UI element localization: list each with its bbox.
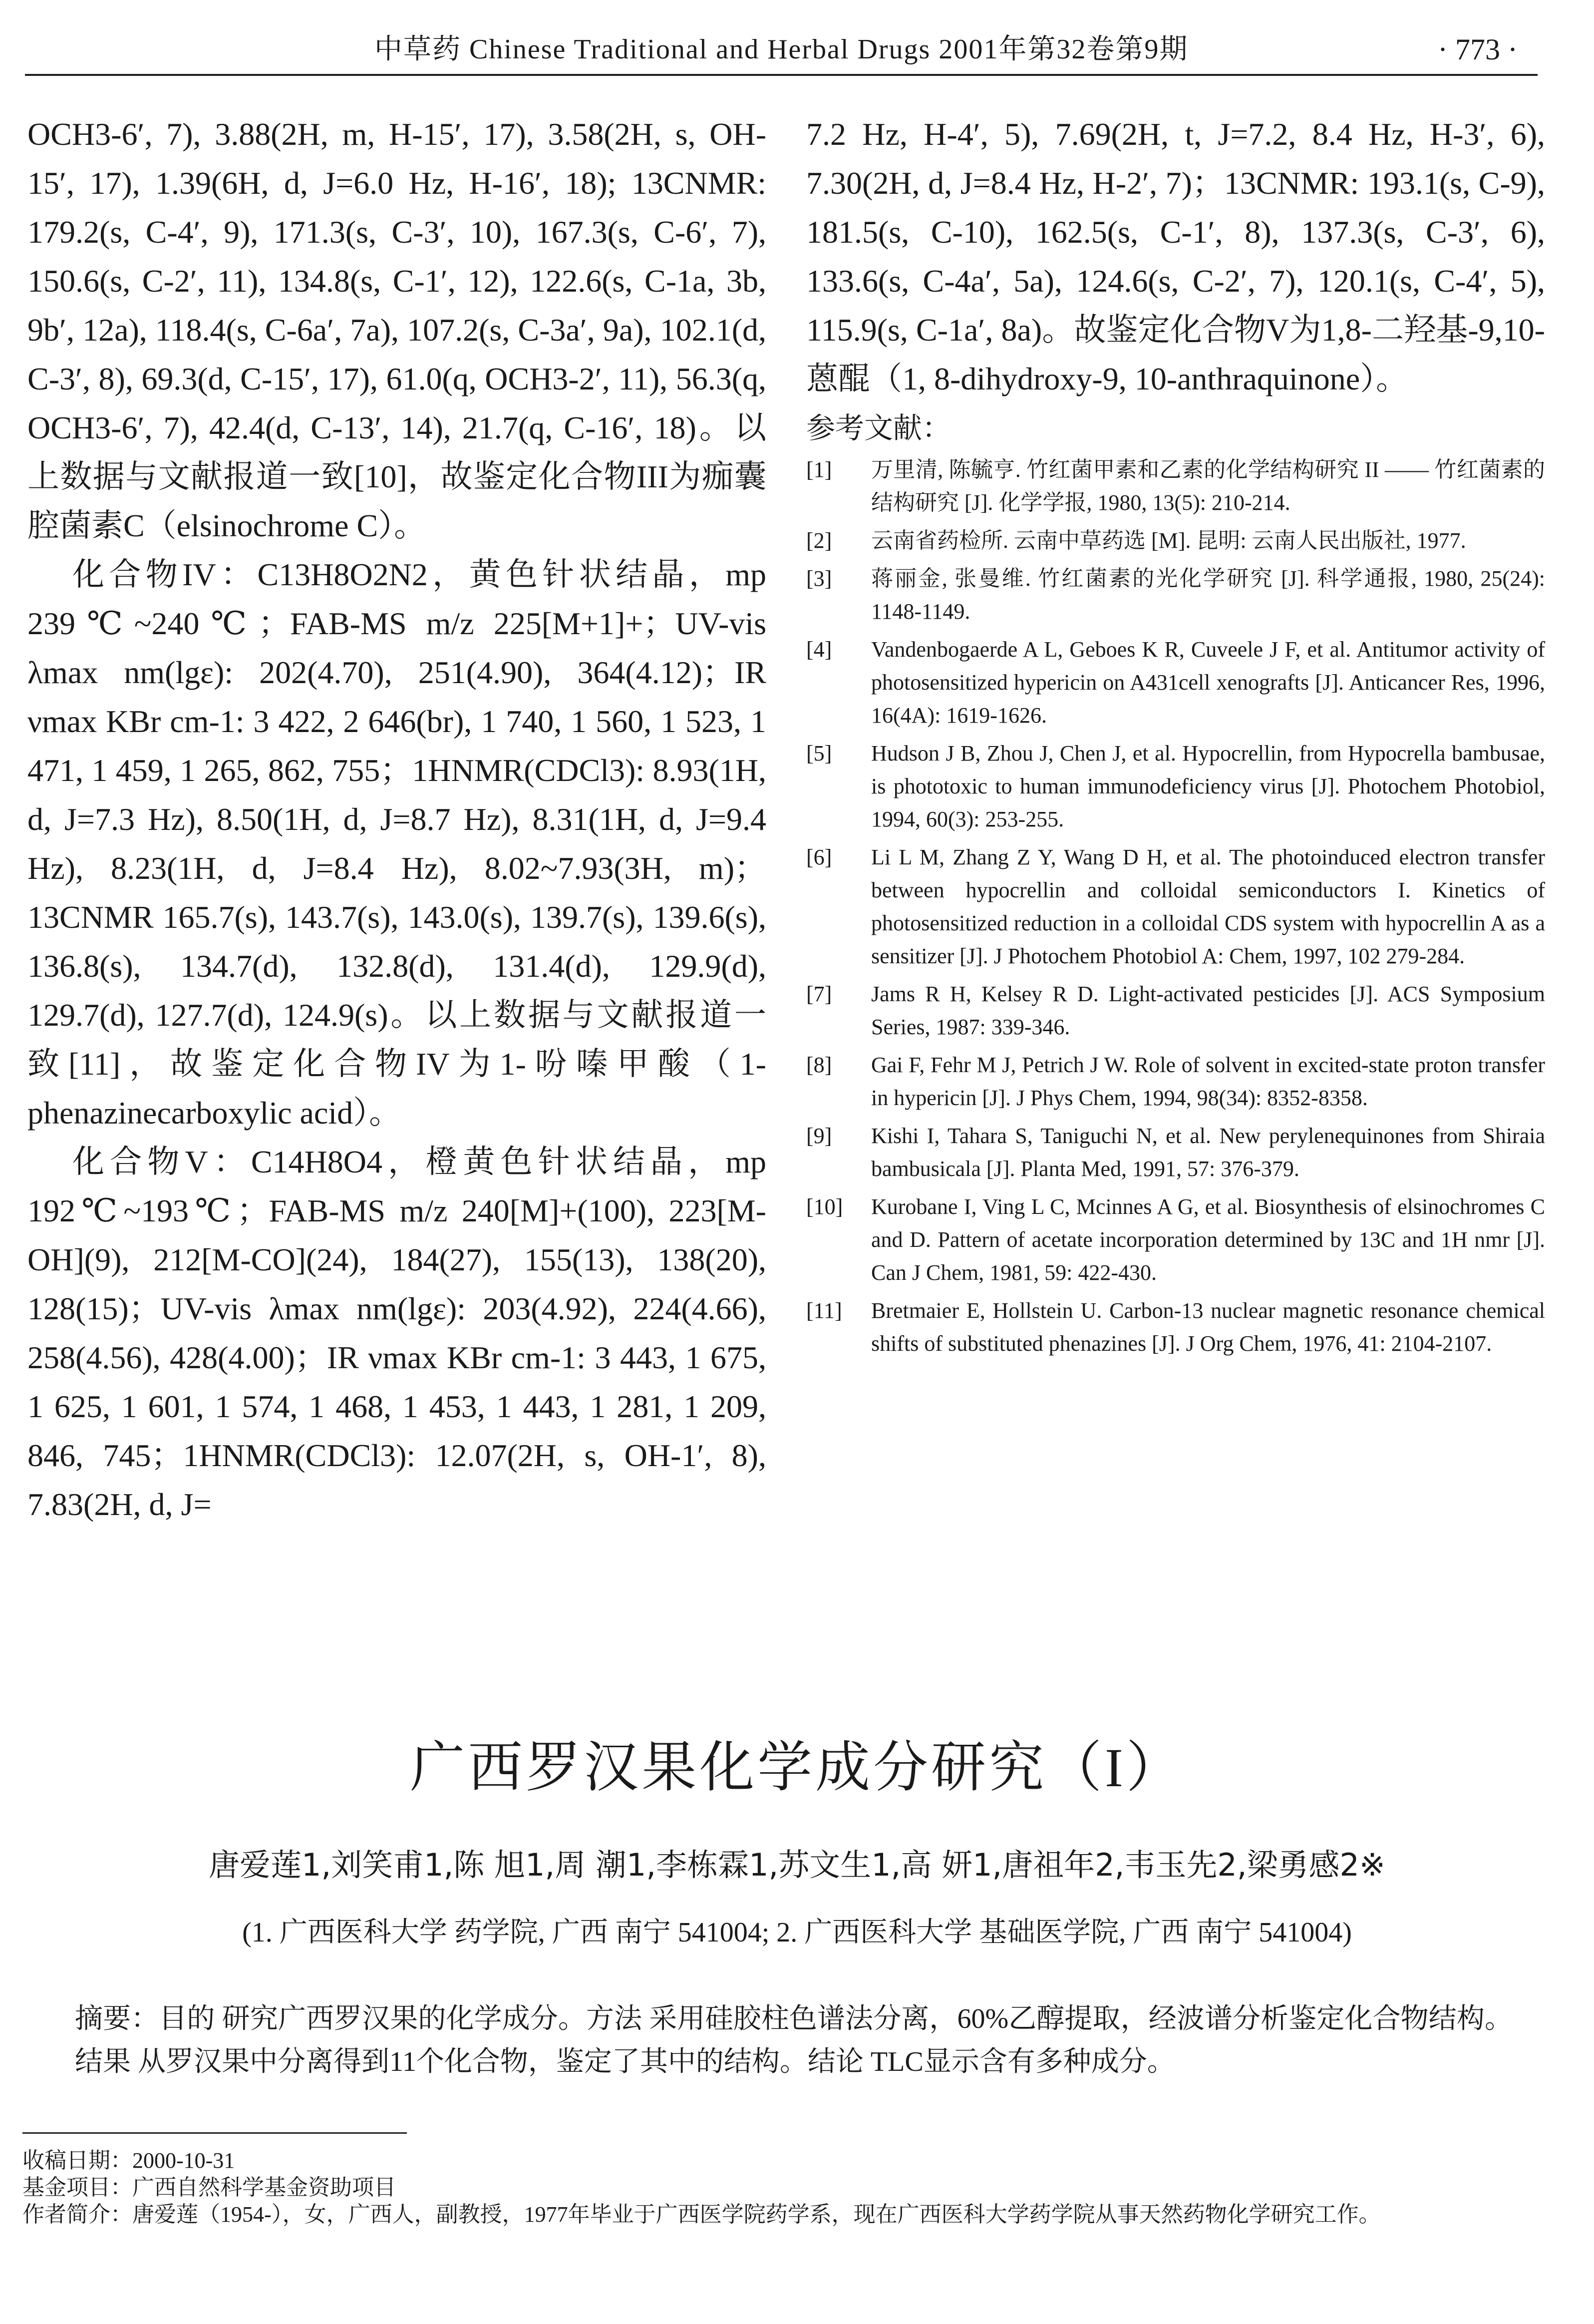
reference-text: 云南省药检所. 云南中草药选 [M]. 昆明: 云南人民出版社, 1977. [871,528,1466,553]
page-number: · 773 · [1438,33,1518,66]
reference-item [806,1190,1545,1289]
reference-number: [1] [806,457,832,482]
author-bio: 作者简介：唐爱莲（1954-），女，广西人，副教授，1977年毕业于广西医学院药学系，现在广西医科大学药学院从事天然药物化学研究工作。 [22,2202,1381,2227]
reference-number: [9] [806,1124,832,1148]
body-paragraph: 化合物V：C14H8O4，橙黄色针状结晶，mp 192℃~193℃；FAB-MS m/z 240[M]+(100), 223[M-OH](9), 212[M-CO](24), 184(27), 155(13), 138(20), 128(15)；UV-vis λmax nm(lgε): 203(4.92), 224(4.66), 258(4.56), 428(4.00)；IR νmax KBr cm-1: 3 443, 1 675, 1 625, 1 601, 1 574, 1 468, 1 453, 1 443, 1 281, 1 209, 846, 745；1HNMR(CDCl3): 12.07(2H, s, OH-1′, 8), 7.83(2H, d, J= [27,1144,766,1522]
footnote [22,2147,1550,2228]
reference-item [806,562,1545,628]
reference-item [806,841,1545,973]
reference-number: [2] [806,528,832,553]
reference-number: [3] [806,566,832,591]
body-paragraph: OCH3-6′, 7), 3.88(2H, m, H-15′, 17), 3.58(2H, s, OH-15′, 17), 1.39(6H, d, J=6.0 Hz, H-16′, 18); 13CNMR: 179.2(s, C-4′, 9), 171.3(s, C-3′, 10), 167.3(s, C-6′, 7), 150.6(s, C-2′, 11), 134.8(s, C-1′, 12), 122.6(s, C-1a, 3b, 9b′, 12a), 118.4(s, C-6a′, 7a), 107.2(s, C-3a′, 9a), 102.1(d, C-3′, 8), 69.3(d, C-15′, 17), 61.0(q, OCH3-2′, 11), 56.3(q, OCH3-6′, 7), 42.4(d, C-13′, 14), 21.7(q, C-16′, 18)。以上数据与文献报道一致[10]，故鉴定化合物III为痂囊腔菌素C（elsinochrome C）。 [27,116,766,543]
body-paragraph: 7.2 Hz, H-4′, 5), 7.69(2H, t, J=7.2, 8.4 Hz, H-3′, 6), 7.30(2H, d, J=8.4 Hz, H-2′, 7)；13CNMR: 193.1(s, C-9), 181.5(s, C-10), 162.5(s, C-1′, 8), 137.3(s, C-3′, 6), 133.6(s, C-4a′, 5a), 124.6(s, C-2′, 7), 120.1(s, C-4′, 5), 115.9(s, C-1a′, 8a)。故鉴定化合物V为1,8-二羟基-9,10-蒽醌（1, 8-dihydroxy-9, 10-anthraquinone）。 [806,116,1545,396]
author-list: 唐爱莲1,刘笑甫1,陈 旭1,周 潮1,李栋霖1,苏文生1,高 妍1,唐祖年2,韦玉先2,梁勇感2※ [209,1847,1385,1883]
reference-number: [6] [806,845,832,869]
body-paragraph: 化合物IV：C13H8O2N2，黄色针状结晶，mp 239℃~240℃；FAB-MS m/z 225[M+1]+；UV-vis λmax nm(lgε): 202(4.70), 251(4.90), 364(4.12)；IR νmax KBr cm-1: 3 422, 2 646(br), 1 740, 1 560, 1 523, 1 471, 1 459, 1 265, 862, 755；1HNMR(CDCl3): 8.93(1H, d, J=7.3 Hz), 8.50(1H, d, J=8.7 Hz), 8.31(1H, d, J=9.4 Hz), 8.23(1H, d, J=8.4 Hz), 8.02~7.93(3H, m)；13CNMR 165.7(s), 143.7(s), 143.0(s), 139.7(s), 139.6(s), 136.8(s), 134.7(d), 132.8(d), 131.4(d), 129.9(d), 129.7(d), 127.7(d), 124.9(s)。以上数据与文献报道一致[11]，故鉴定化合物IV为1-吩嗪甲酸（1-phenazinecarboxylic acid）。 [27,557,766,1131]
reference-item [806,737,1545,836]
reference-text: Bretmaier E, Hollstein U. Carbon-13 nuclear magnetic resonance chemical shifts of substituted phenazines [J]. J Org Chem, 1976, 41: 2104-2107. [871,1298,1545,1356]
reference-text: Vandenbogaerde A L, Geboes K R, Cuveele J F, et al. Antitumor activity of photosensitized hypericin on A431cell xenografts [J]. Anticancer Res, 1996, 16(4A): 1619-1626. [871,637,1545,728]
left-column [27,110,766,1529]
reference-item [806,453,1545,519]
reference-item [806,524,1545,557]
references-heading: 参考文献： [806,412,952,444]
reference-item [806,633,1545,732]
reference-number: [10] [806,1194,843,1219]
reference-text: Gai F, Fehr M J, Petrich J W. Role of solvent in excited-state proton transfer in hypericin [J]. J Phys Chem, 1994, 98(34): 8352-8358. [871,1053,1545,1110]
journal-title: 中草药 Chinese Traditional and Herbal Drugs 2001年第32卷第9期 [374,34,1189,65]
reference-number: [11] [806,1298,842,1323]
article-title: 广西罗汉果化学成分研究（I） [410,1737,1184,1798]
reference-text: Li L M, Zhang Z Y, Wang D H, et al. The photoinduced electron transfer between hypocrellin and colloidal semiconductors I. Kinetics of photosensitized reduction in a colloidal CDS system with hypocrellin A as a sensitizer [J]. J Photochem Photobiol A: Chem, 1997, 102 279-284. [871,845,1545,968]
running-header [25,25,1538,76]
reference-text: Hudson J B, Zhou J, Chen J, et al. Hypocrellin, from Hypocrella bambusae, is phototoxic to human immunodeficiency virus [J]. Photochem Photobiol, 1994, 60(3): 253-255. [871,741,1545,831]
reference-number: [4] [806,637,832,662]
reference-text: 万里清, 陈毓亨. 竹红菌甲素和乙素的化学结构研究 II —— 竹红菌素的结构研究 [J]. 化学学报, 1980, 13(5): 210-214. [871,457,1545,515]
reference-text: Kishi I, Tahara S, Taniguchi N, et al. New perylenequinones from Shiraia bambusicala [J]. Planta Med, 1991, 57: 376-379. [871,1124,1545,1181]
footnote-divider [22,2132,407,2134]
reference-number: [5] [806,741,832,766]
reference-number: [8] [806,1053,832,1077]
reference-item [806,1294,1545,1360]
funding-note: 基金项目：广西自然科学基金资助项目 [22,2175,396,2200]
reference-item [806,1049,1545,1115]
reference-list [806,453,1545,1360]
affiliations: (1. 广西医科大学 药学院, 广西 南宁 541004; 2. 广西医科大学 基础医学院, 广西 南宁 541004) [242,1917,1352,1948]
received-date: 收稿日期：2000-10-31 [22,2148,235,2173]
reference-text: Kurobane I, Ving L C, Mcinnes A G, et al. Biosynthesis of elsinochromes C and D. Pattern of acetate incorporation determined by 13C and 1H nmr [J]. Can J Chem, 1981, 59: 422-430. [871,1194,1545,1285]
reference-text: 蒋丽金, 张曼维. 竹红菌素的光化学研究 [J]. 科学通报, 1980, 25(24): 1148-1149. [871,566,1545,624]
right-column [806,110,1545,1365]
reference-item [806,978,1545,1044]
reference-item [806,1120,1545,1185]
reference-text: Jams R H, Kelsey R D. Light-activated pesticides [J]. ACS Symposium Series, 1987: 339-346. [871,982,1545,1039]
reference-number: [7] [806,982,832,1006]
abstract: 摘要：目的 研究广西罗汉果的化学成分。方法 采用硅胶柱色谱法分离，60%乙醇提取，经波谱分析鉴定化合物结构。结果 从罗汉果中分离得到11个化合物，鉴定了其中的结构。结论 TLC显示含有多种成分。 [75,2003,1513,2077]
